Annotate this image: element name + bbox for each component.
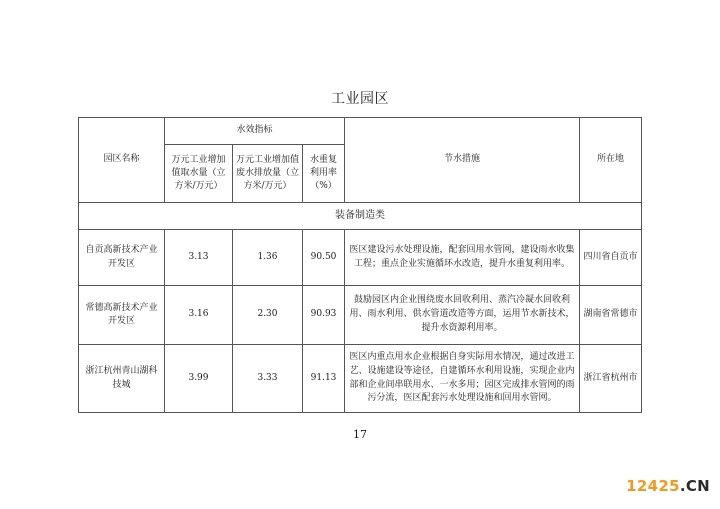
header-reuse-rate: 水重复利用率（%） [303,145,345,203]
reuse-rate-cell: 91.13 [303,345,345,413]
site-watermark [626,477,710,495]
industrial-park-table [78,117,642,413]
wastewater-cell: 3.33 [233,345,303,413]
table-row [79,345,642,413]
header-park-name: 园区名称 [79,118,165,203]
park-name-cell: 常德高新技术产业开发区 [79,286,165,345]
watermark-domain: .CN [679,477,710,495]
measures-cell: 医区内重点用水企业根据自身实际用水情况，通过改进工艺、设施建设等途径，自建循环水利用设施，实现企业内部和企业间串联用水、一水多用；园区完成排水管网的雨污分流，医区配套污水处理设施和回用水管网。 [345,345,580,413]
table-row [79,230,642,286]
header-location: 所在地 [580,118,642,203]
header-measures: 节水措施 [345,118,580,203]
water-intake-cell: 3.13 [165,230,233,286]
location-cell: 湖南省常德市 [580,286,642,345]
wastewater-cell: 2.30 [233,286,303,345]
water-intake-cell: 3.16 [165,286,233,345]
water-intake-cell: 3.99 [165,345,233,413]
location-cell: 浙江省杭州市 [580,345,642,413]
table-row [79,286,642,345]
reuse-rate-cell: 90.50 [303,230,345,286]
reuse-rate-cell: 90.93 [303,286,345,345]
measures-cell: 鼓励园区内企业围绕废水回收利用、蒸汽冷凝水回收利用、雨水利用、供水管道改造等方面，运用节水新技术，提升水资源利用率。 [345,286,580,345]
category-label: 装备制造类 [79,203,642,230]
park-name-cell: 浙江杭州青山湖科技城 [79,345,165,413]
park-name-cell: 自贡高新技术产业开发区 [79,230,165,286]
location-cell: 四川省自贡市 [580,230,642,286]
page-number: 17 [353,428,367,441]
category-row [79,203,642,230]
page-title: 工业园区 [331,91,389,107]
wastewater-cell: 1.36 [233,230,303,286]
header-water-intake: 万元工业增加值取水量（立方米/万元） [165,145,233,203]
header-indicator-group: 水效指标 [165,118,345,145]
header-wastewater-discharge: 万元工业增加值废水排放量（立方米/万元） [233,145,303,203]
measures-cell: 医区建设污水处理设施，配套回用水管网，建设雨水收集工程；重点企业实施循环水改造，提升水重复利用率。 [345,230,580,286]
watermark-number: 12425 [626,477,680,495]
header-row-1 [79,118,642,145]
